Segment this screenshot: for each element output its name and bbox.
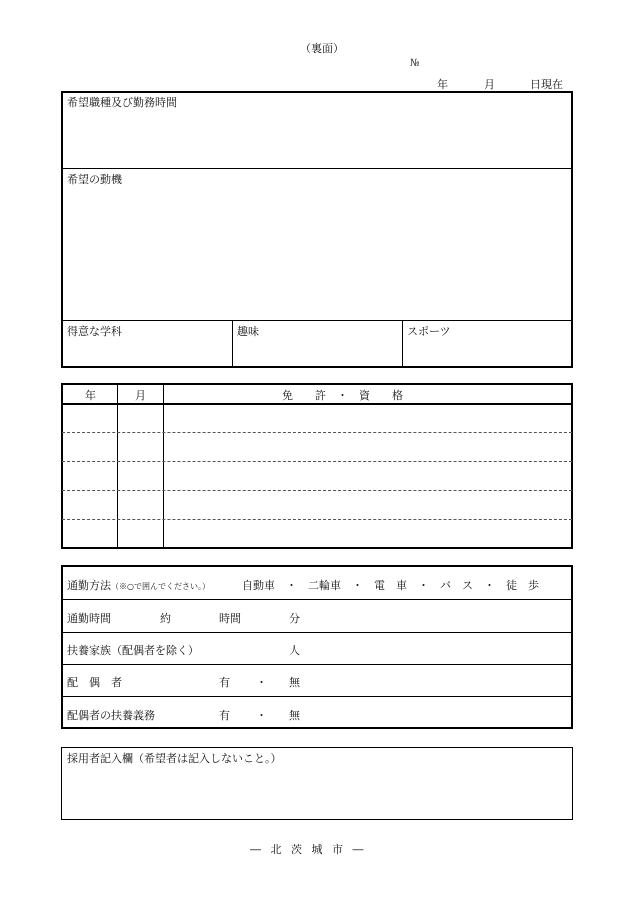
employer-notes-field[interactable]	[63, 766, 571, 818]
dependents-label: 扶養家族（配偶者を除く）	[67, 644, 199, 657]
column-header-month: 月	[135, 389, 146, 402]
subject-label: 得意な学科	[67, 325, 122, 338]
commute-time-label: 通勤時間	[67, 612, 111, 625]
subject-field[interactable]	[64, 338, 230, 365]
row-divider	[62, 490, 572, 491]
divider	[232, 320, 233, 366]
page-side-label: （裏面）	[300, 42, 344, 55]
row-divider	[62, 432, 572, 433]
column-header-license: 免 許 ・ 資 格	[282, 389, 403, 402]
number-label: №	[410, 58, 420, 69]
column-header-year: 年	[85, 389, 96, 402]
divider	[62, 632, 572, 633]
sports-field[interactable]	[404, 338, 570, 365]
desired-job-label: 希望職種及び勤務時間	[67, 96, 177, 109]
spouse-no-option[interactable]: 無	[289, 676, 300, 689]
date-suffix-label: 日現在	[530, 78, 563, 91]
support-separator: ・	[256, 709, 267, 722]
commute-method-options[interactable]: 自動車 ・ 二輪車 ・ 電 車 ・ バ ス ・ 徒 歩	[242, 579, 539, 592]
commute-method-note: （※○で囲んでください。）	[111, 582, 210, 591]
support-yes-option[interactable]: 有	[219, 709, 230, 722]
commute-time-minutes: 分	[289, 612, 300, 625]
row-divider	[62, 461, 572, 462]
motivation-label: 希望の動機	[67, 173, 122, 186]
divider	[62, 599, 572, 600]
license-row[interactable]	[163, 434, 571, 460]
hobby-label: 趣味	[237, 325, 259, 338]
spouse-yes-option[interactable]: 有	[219, 676, 230, 689]
desired-job-field[interactable]	[64, 110, 570, 166]
hobby-field[interactable]	[234, 338, 400, 365]
spouse-separator: ・	[256, 676, 267, 689]
divider	[62, 168, 572, 169]
support-no-option[interactable]: 無	[289, 709, 300, 722]
divider	[62, 664, 572, 665]
employer-notes-label: 採用者記入欄（希望者は記入しないこと。）	[67, 752, 282, 765]
commute-method-text: 通勤方法	[67, 579, 111, 592]
row-divider	[62, 519, 572, 520]
date-month-label: 月	[484, 78, 495, 91]
dependents-unit: 人	[289, 644, 300, 657]
motivation-field[interactable]	[64, 186, 570, 318]
divider	[62, 696, 572, 697]
license-row[interactable]	[163, 521, 571, 547]
license-row[interactable]	[163, 405, 571, 431]
spouse-label: 配 偶 者	[67, 676, 122, 689]
column-divider	[117, 384, 118, 548]
sports-label: スポーツ	[407, 325, 451, 338]
divider	[62, 320, 572, 321]
footer-city: ― 北 茨 城 市 ―	[250, 843, 367, 856]
commute-time-approx: 約	[160, 612, 171, 625]
commute-time-hours: 時間	[219, 612, 241, 625]
divider	[402, 320, 403, 366]
license-row[interactable]	[163, 492, 571, 518]
commute-method-label	[67, 577, 210, 593]
license-row[interactable]	[163, 463, 571, 489]
spouse-support-label: 配偶者の扶養義務	[67, 709, 155, 722]
date-year-label: 年	[437, 78, 448, 91]
